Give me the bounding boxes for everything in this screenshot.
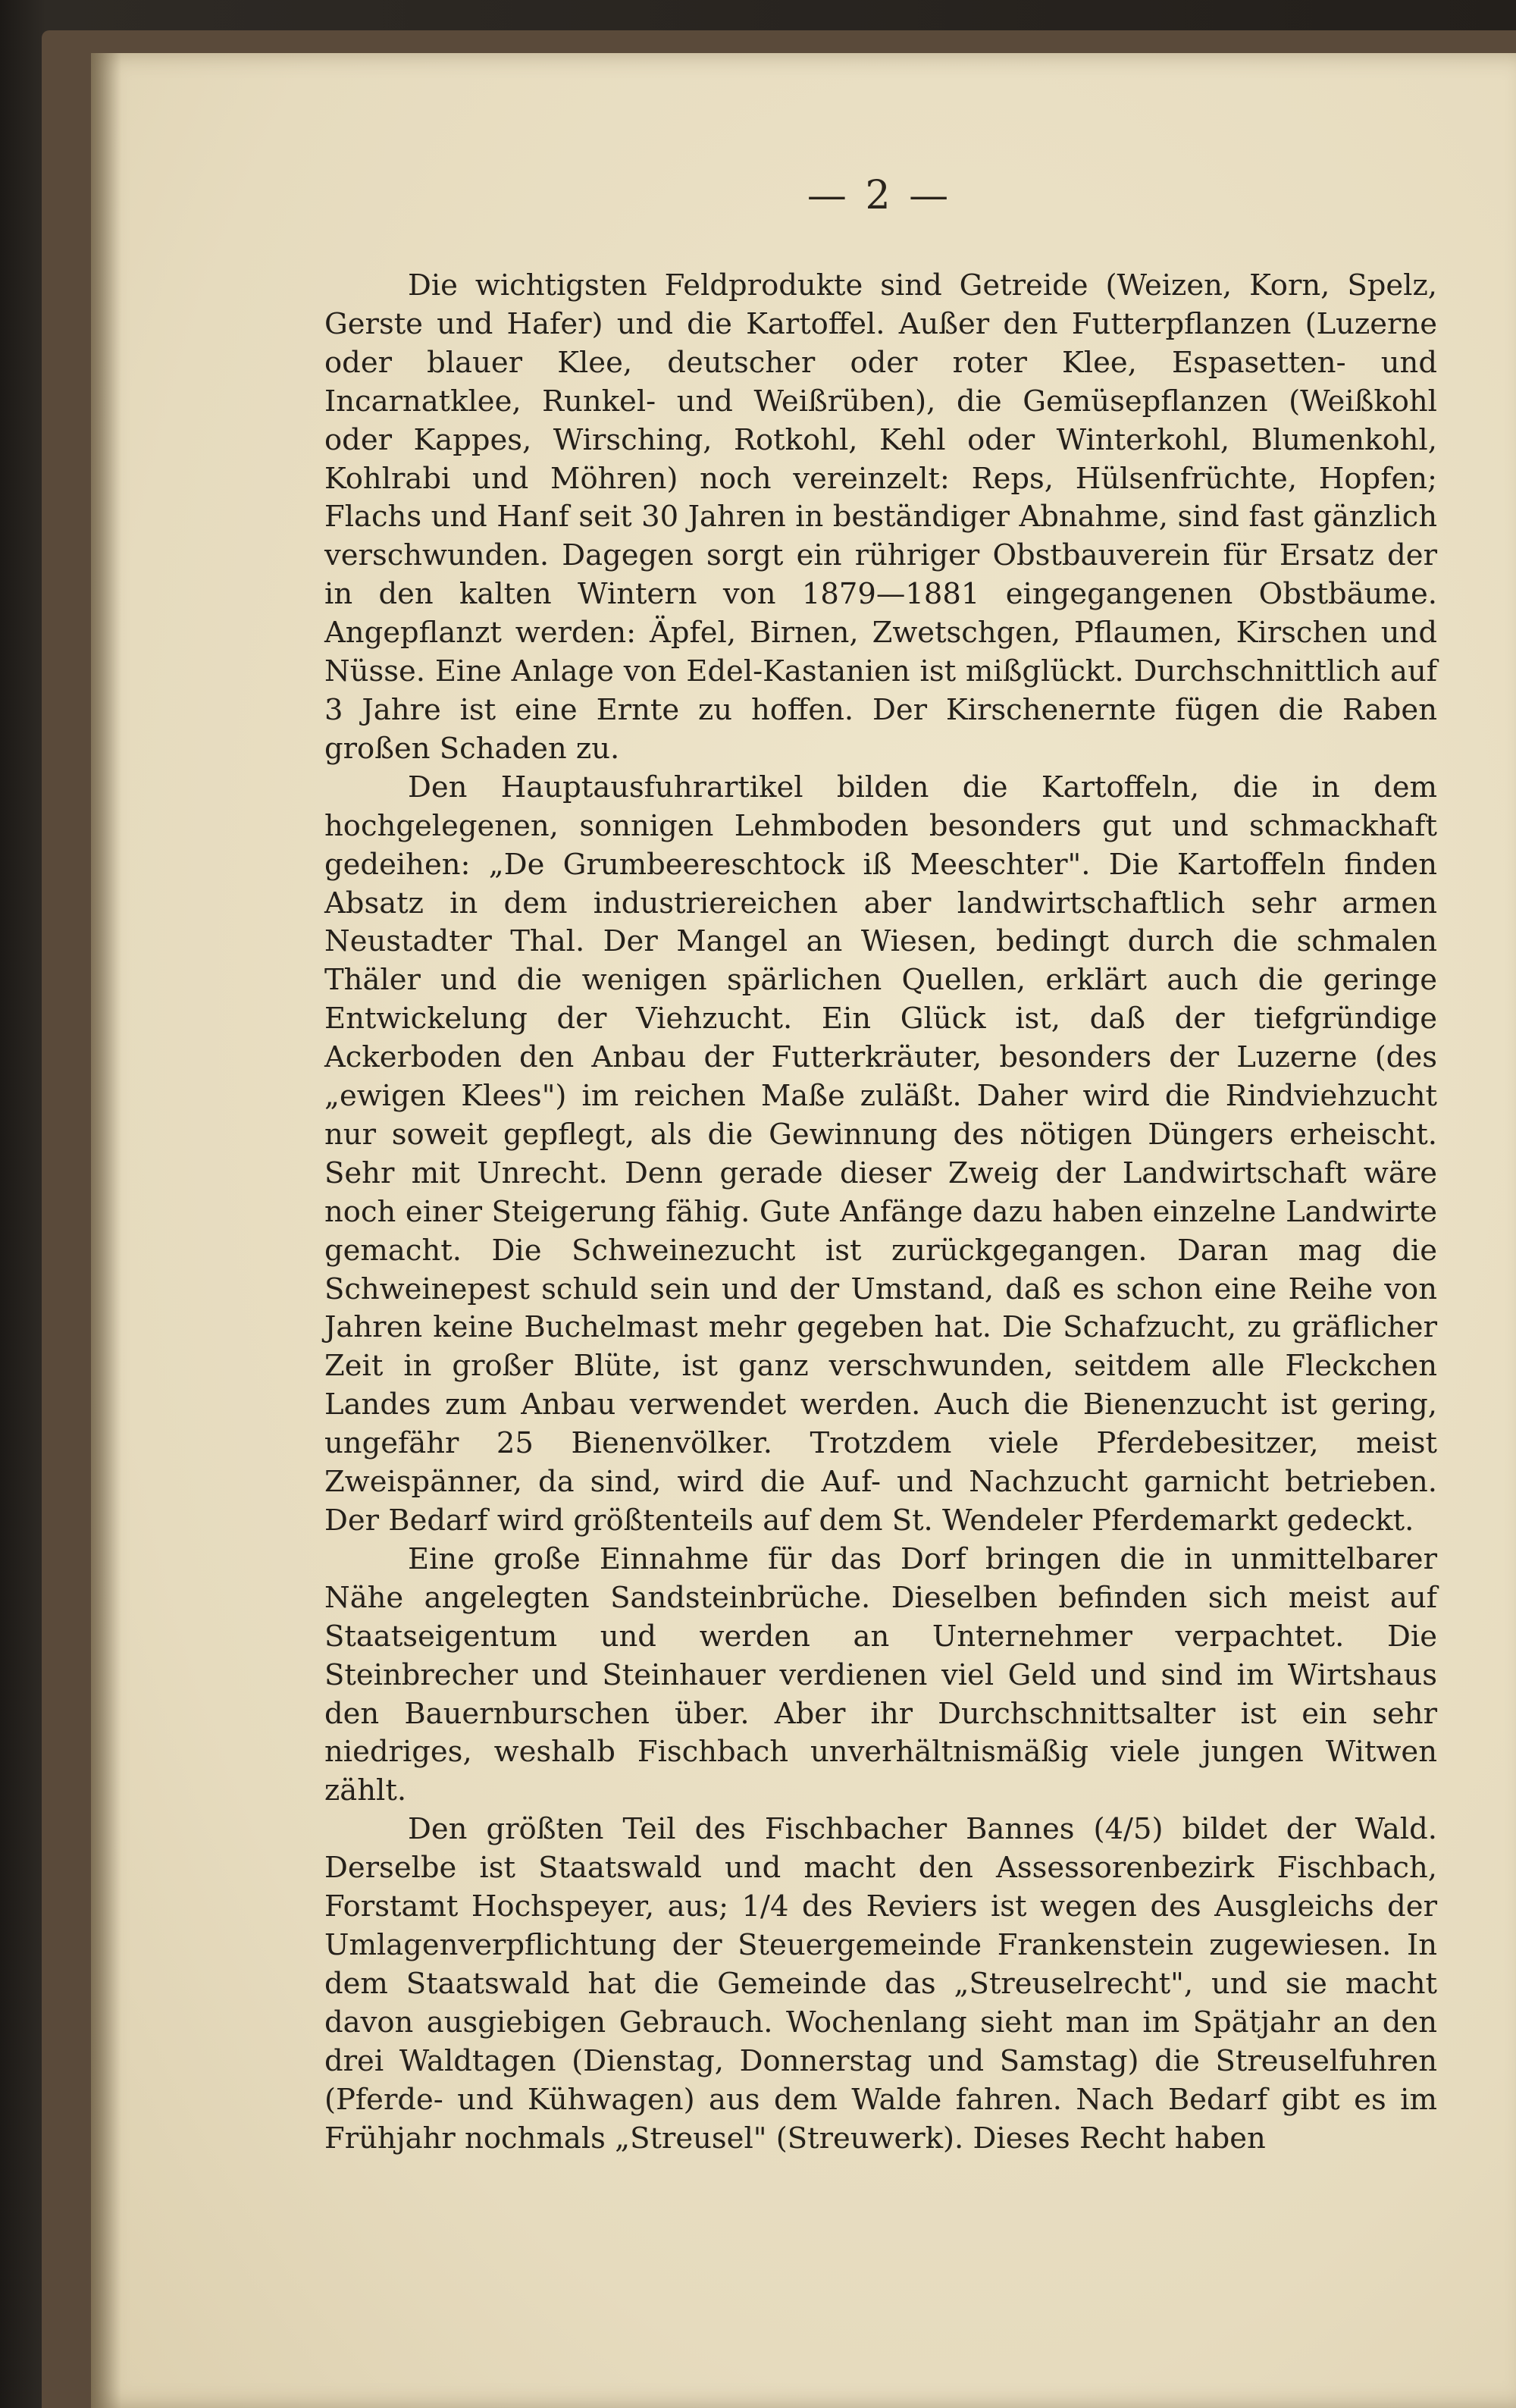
paragraph-export-livestock: Den Hauptausfuhrartikel bilden die Kartoffeln, die in dem hochgelegenen, sonnigen Lehmboden besonders gut und schmackhaft gedeihen: „De Grumbeereschtock iß Meeschter". Die Kartoffeln finden Absatz in dem industriereichen aber landwirtschaftlich sehr armen Neustadter Thal. Der Mangel an Wiesen, bedingt durch die schmalen Thäler und die wenigen spärlichen Quellen, erklärt auch die geringe Entwickelung der Viehzucht. Ein Glück ist, daß der tiefgründige Ackerboden den Anbau der Futterkräuter, besonders der Luzerne (des „ewigen Klees") im reichen Maße zuläßt. Daher wird die Rindviehzucht nur soweit gepflegt, als die Gewinnung des nötigen Düngers erheischt. Sehr mit Unrecht. Denn gerade dieser Zweig der Landwirtschaft wäre noch einer Steigerung fähig. Gute Anfänge dazu haben einzelne Landwirte gemacht. Die Schweinezucht ist zurückgegangen. Daran mag die Schweinepest schuld sein und der Umstand, daß es schon eine Reihe von Jahren keine Buchelmast mehr gegeben hat. Die Schafzucht, zu gräflicher Zeit in großer Blüte, ist ganz verschwunden, seitdem alle Fleckchen Landes zum Anbau verwendet werden. Auch die Bienenzucht ist gering, ungefähr 25 Bienenvölker. Trotzdem viele Pferdebesitzer, meist Zweispänner, da sind, wird die Auf- und Nachzucht garnicht betrieben. Der Bedarf wird größtenteils auf dem St. Wendeler Pferdemarkt gedeckt. <box>324 770 1437 1538</box>
page-body-text <box>324 267 1437 2158</box>
page-gutter-shadow <box>91 53 121 2408</box>
paragraph-quarries: Eine große Einnahme für das Dorf bringen die in unmittelbarer Nähe angelegten Sandsteinbrüche. Dieselben befinden sich meist auf Staatseigentum und werden an Unternehmer verpachtet. Die Steinbrecher und Steinhauer verdienen viel Geld und sind im Wirtshaus den Bauernburschen über. Aber ihr Durchschnittsalter ist ein sehr niedriges, weshalb Fischbach unverhältnismäßig viele jungen Witwen zählt. <box>324 1541 1437 1808</box>
paragraph-field-products: Die wichtigsten Feldprodukte sind Getreide (Weizen, Korn, Spelz, Gerste und Hafer) und die Kartoffel. Außer den Futterpflanzen (Luzerne oder blauer Klee, deutscher oder roter Klee, Espasetten- und Incarnatklee, Runkel- und Weißrüben), die Gemüsepflanzen (Weißkohl oder Kappes, Wirsching, Rotkohl, Kehl oder Winterkohl, Blumenkohl, Kohlrabi und Möhren) noch vereinzelt: Reps, Hülsenfrüchte, Hopfen; Flachs und Hanf seit 30 Jahren in beständiger Abnahme, sind fast gänzlich verschwunden. Dagegen sorgt ein rühriger Obstbauverein für Ersatz der in den kalten Wintern von 1879—1881 eingegangenen Obstbäume. Angepflanzt werden: Äpfel, Birnen, Zwetschgen, Pflaumen, Kirschen und Nüsse. Eine Anlage von Edel-Kastanien ist mißglückt. Durchschnittlich auf 3 Jahre ist eine Ernte zu hoffen. Der Kirschenernte fügen die Raben großen Schaden zu. <box>324 268 1437 766</box>
page-number: — 2 — <box>807 173 952 218</box>
paragraph-forest: Den größten Teil des Fischbacher Bannes (4/5) bildet der Wald. Derselbe ist Staatswald und macht den Assessorenbezirk Fischbach, Forstamt Hochspeyer, aus; 1/4 des Reviers ist wegen des Ausgleichs der Umlagenverpflichtung der Steuergemeinde Frankenstein zugewiesen. In dem Staatswald hat die Gemeinde das „Streuselrecht", und sie macht davon ausgiebigen Gebrauch. Wochenlang sieht man im Spätjahr an den drei Waldtagen (Dienstag, Donnerstag und Samstag) die Streuselfuhren (Pferde- und Kühwagen) aus dem Walde fahren. Nach Bedarf gibt es im Frühjahr nochmals „Streusel" (Streuwerk). Dieses Recht haben <box>324 1812 1437 2156</box>
